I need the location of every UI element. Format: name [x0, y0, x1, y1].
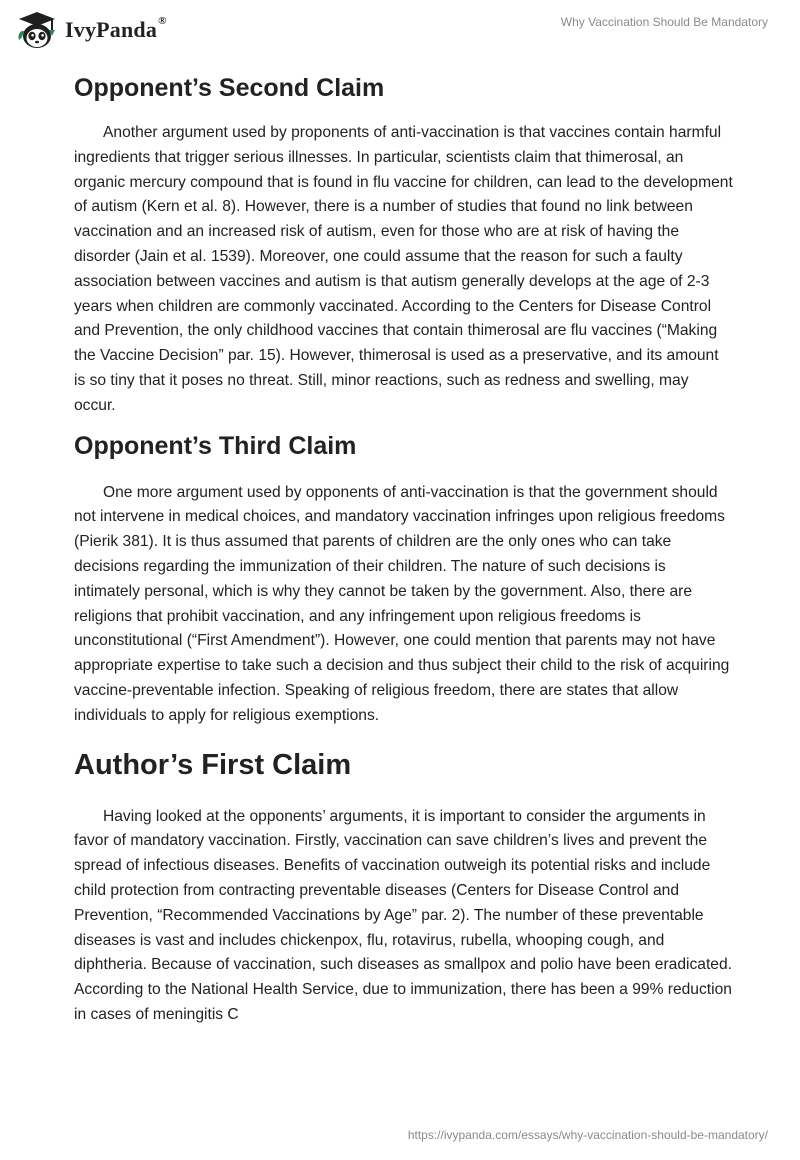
page-header: [0, 0, 800, 60]
section-author-first-claim: [74, 745, 734, 1028]
section-paragraph: Having looked at the opponents’ arguments, it is important to consider the arguments in favor of mandatory vaccination. Firstly, vaccination can save children’s lives and prevent the spread of infectious diseases. Benefits of vaccination outweigh its potential risks and include child protection from contracting preventable diseases (Centers for Disease Control and Prevention, “Recommended Vaccinations by Age” par. 2). The number of these preventable diseases is vast and includes chickenpox, flu, rotavirus, rubella, whooping cough, and diphtheria. Because of vaccination, such diseases as smallpox and polio have been eradicated. According to the National Health Service, due to immunization, there has been a 99% reduction in cases of meningitis C: [74, 807, 732, 1023]
section-heading: Opponent’s Third Claim: [74, 431, 357, 460]
section-paragraph: Another argument used by proponents of anti-vaccination is that vaccines contain harmful ingredients that trigger serious illnesses. In particular, scientists claim that thimerosal, an organic mercury compound that is found in flu vaccine for children, can lead to the development of autism (Kern et al. 8). However, there is a number of studies that found no link between vaccination and an increased risk of autism, even for those who are at risk of having the disorder (Jain et al. 1539). Moreover, one could assume that the reason for such a faulty association between vaccines and autism is that autism generally develops at the age of 2-3 years when children are commonly vaccinated. According to the Centers for Disease Control and Prevention, the only childhood vaccines that contain thimerosal are flu vaccines (“Making the Vaccine Decision” par. 15). However, thimerosal is used as a preservative, and its amount is so tiny that it poses no threat. Still, minor reactions, such as redness and swelling, may occur.: [74, 124, 733, 414]
section-paragraph: One more argument used by opponents of anti-vaccination is that the government should not intervene in medical choices, and mandatory vaccination infringes upon religious freedoms (Pierik 381). It is thus assumed that parents of children are the only ones who can take decisions regarding the immunization of their children. The nature of such decisions is intimately personal, which is why they cannot be taken by the government. Also, there are religions that prohibit vaccination, and any infringement upon religious freedoms is unconstitutional (“First Amendment”). However, one could mention that parents may not have appropriate expertise to take such a decision and thus subject their child to the risk of acquiring vaccine-preventable infection. Speaking of religious freedom, there are states that allow individuals to apply for religious exemptions.: [74, 483, 730, 724]
panda-graduate-icon: [15, 10, 59, 50]
ivypanda-logo[interactable]: [15, 10, 167, 50]
section-heading: Opponent’s Second Claim: [74, 74, 385, 102]
section-opponent-second-claim: [74, 70, 734, 419]
brand-name: IvyPanda®: [65, 15, 167, 42]
document-title: Why Vaccination Should Be Mandatory: [560, 15, 768, 29]
essay-body: [74, 70, 734, 1028]
source-url[interactable]: https://ivypanda.com/essays/why-vaccination-should-be-mandatory/: [407, 1128, 768, 1142]
section-opponent-third-claim: [74, 428, 734, 729]
section-heading: Author’s First Claim: [74, 748, 352, 781]
